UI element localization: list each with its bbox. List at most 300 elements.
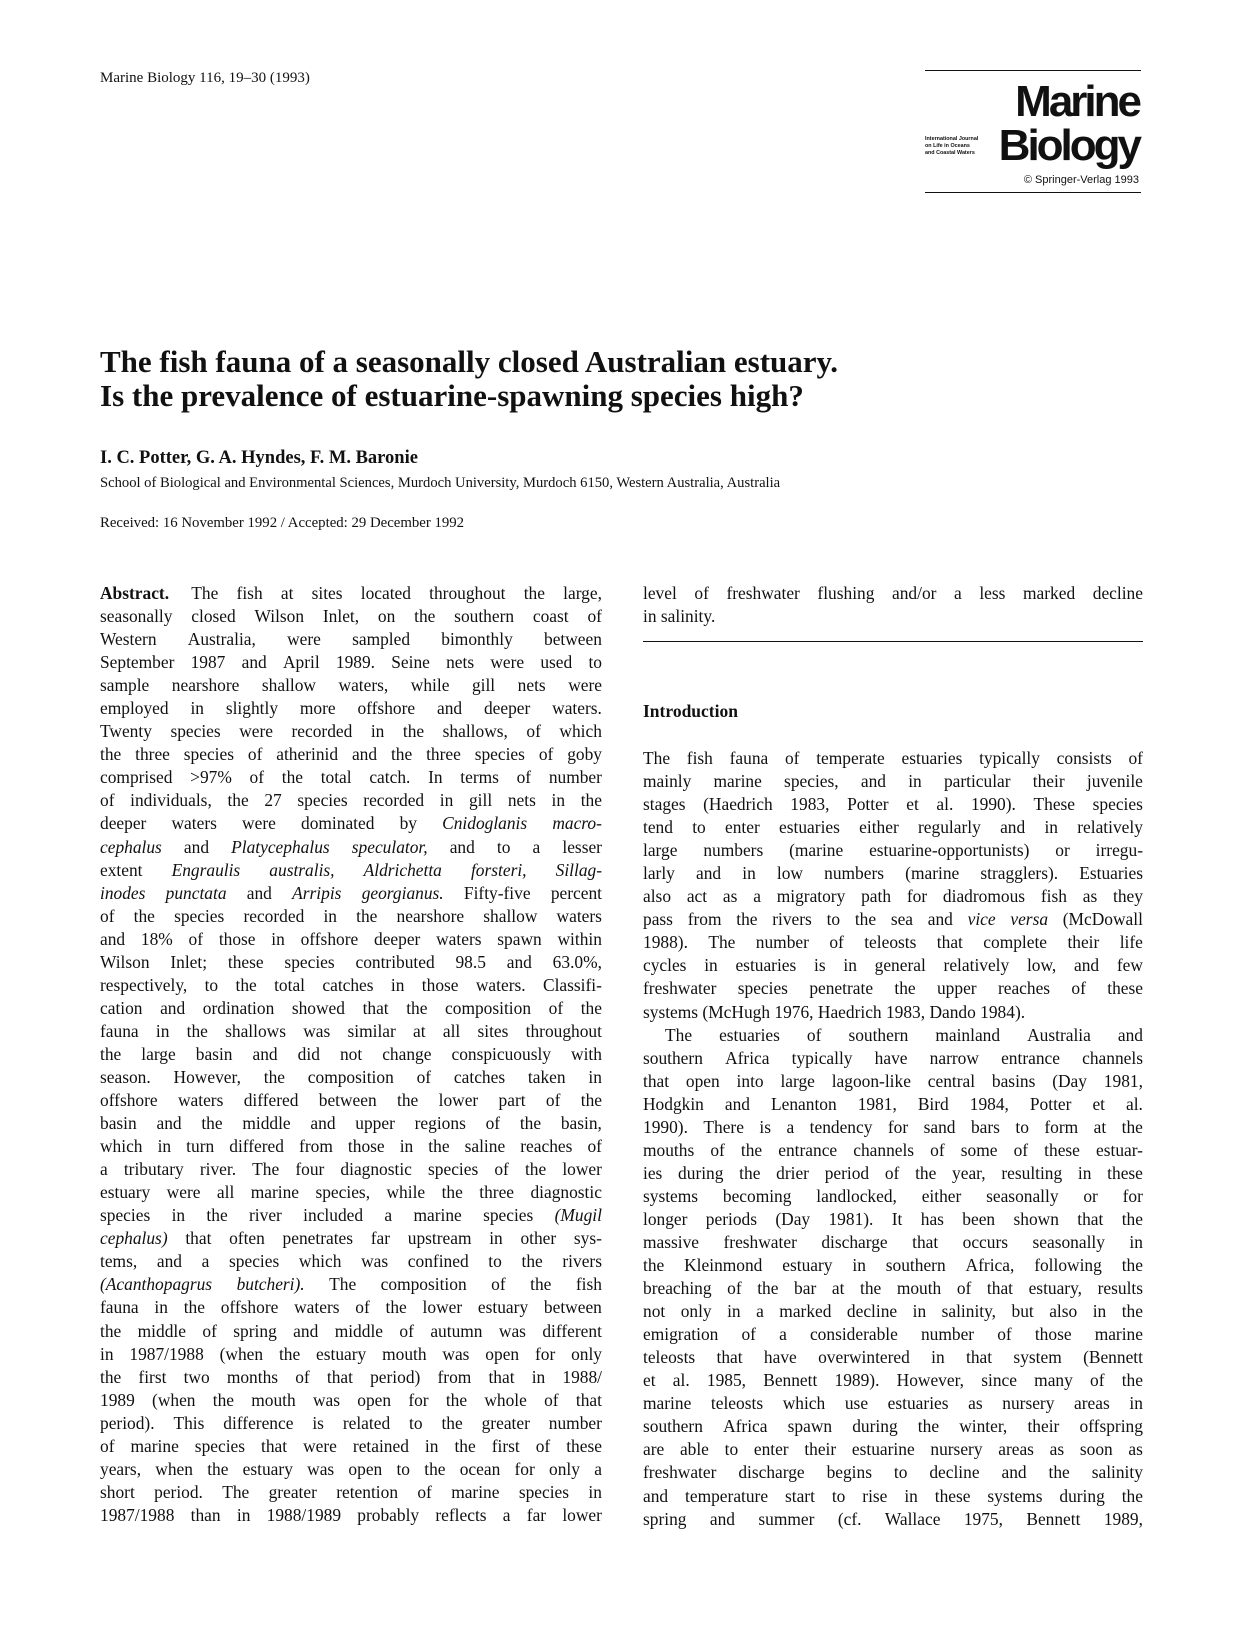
word: species	[474, 744, 525, 765]
word: probably	[357, 1504, 420, 1525]
word: species	[518, 1481, 570, 1502]
introduction-line	[643, 1185, 1143, 1208]
word: temperature	[685, 1485, 769, 1506]
word: cation	[100, 997, 143, 1018]
word: catches	[453, 1066, 506, 1087]
word: either	[921, 1185, 962, 1206]
word: 1976,	[770, 1001, 814, 1022]
word: of	[727, 1278, 742, 1299]
introduction-line	[643, 1277, 1143, 1300]
word: of	[526, 721, 541, 742]
word: the	[1121, 1255, 1143, 1276]
word: saline	[464, 1136, 506, 1157]
word: catches	[322, 974, 374, 995]
word: fish	[236, 583, 263, 603]
word: of	[355, 1297, 370, 1318]
word: total	[320, 767, 352, 788]
word: middle	[137, 1320, 186, 1341]
word: seasonally	[986, 1185, 1059, 1206]
word: emigration	[643, 1324, 719, 1345]
word: The	[187, 583, 219, 603]
word: in	[155, 1020, 170, 1041]
word: and	[449, 836, 475, 857]
introduction-line	[643, 1093, 1143, 1116]
word: that	[185, 1228, 212, 1249]
word: penetrates	[282, 1228, 354, 1249]
word: life	[1119, 932, 1143, 953]
word: or	[1055, 840, 1070, 861]
word: sampled	[352, 629, 411, 650]
word: breaching	[643, 1278, 712, 1299]
introduction-heading: Introduction	[643, 701, 738, 721]
word: in	[1044, 817, 1058, 838]
word: is	[312, 1412, 324, 1433]
word: was	[498, 1320, 526, 1341]
word: a	[100, 1159, 108, 1180]
word: and	[351, 744, 378, 765]
word: diagnostic	[340, 1159, 412, 1180]
word: of	[485, 1113, 501, 1134]
word: upstream	[407, 1228, 472, 1249]
word: only	[549, 1458, 580, 1479]
word: in	[551, 790, 566, 811]
word: 1981).	[828, 1208, 874, 1229]
word: to	[396, 1458, 410, 1479]
word: open	[485, 1343, 520, 1364]
word: butcheri).	[236, 1274, 305, 1295]
word: the	[424, 1458, 446, 1479]
word: offshore	[300, 928, 359, 949]
word: This	[173, 1412, 205, 1433]
abstract-line	[100, 1227, 602, 1250]
word: as	[1082, 886, 1098, 907]
word: tems,	[100, 1251, 138, 1272]
word: and	[1117, 1024, 1143, 1045]
word: offshore	[100, 1090, 158, 1111]
word: three	[135, 744, 170, 765]
word: of	[516, 767, 532, 788]
word: the	[428, 1136, 450, 1157]
word: 1985,	[706, 1370, 747, 1391]
word: which	[100, 1136, 143, 1157]
word: In	[428, 767, 443, 788]
word: while	[386, 1182, 426, 1203]
word: in	[390, 974, 405, 995]
introduction-line	[643, 1461, 1143, 1484]
word: species	[229, 1251, 280, 1272]
word: estuaries	[735, 955, 797, 976]
abstract-line	[100, 1250, 602, 1273]
word: rivers	[772, 909, 812, 930]
word: sand	[923, 1116, 956, 1137]
word: offshore	[220, 1297, 279, 1318]
word: particular	[943, 771, 1011, 792]
word: 27	[264, 790, 282, 811]
word: reaches	[520, 1136, 573, 1157]
word: 1987/1988	[100, 1504, 175, 1525]
word: estuary	[316, 1343, 367, 1364]
word: marked	[779, 1301, 832, 1322]
word: 1988).	[643, 932, 688, 953]
word: Inlet;	[170, 951, 208, 972]
word: number	[548, 767, 602, 788]
word: in	[931, 1347, 945, 1368]
word: all	[442, 1020, 461, 1041]
word: versa	[1010, 909, 1049, 930]
word: mouths	[643, 1139, 695, 1160]
word: begins	[826, 1462, 872, 1483]
word: the	[356, 905, 378, 926]
word: soon	[1079, 1439, 1113, 1460]
word: a	[384, 1205, 393, 1226]
word: showed	[291, 997, 345, 1018]
word: species	[100, 1205, 151, 1226]
word: to	[724, 1439, 739, 1460]
word: Sillag-	[555, 859, 602, 880]
word: southern	[643, 1416, 703, 1437]
word: Kleinmond	[684, 1255, 763, 1276]
word: Australia	[1027, 1024, 1091, 1045]
word: marine	[130, 1435, 179, 1456]
introduction-line	[643, 1508, 1143, 1531]
word: the	[454, 1435, 476, 1456]
word: number	[755, 932, 809, 953]
introduction-line	[643, 1001, 1143, 1024]
introduction-line	[643, 839, 1143, 862]
word: confined	[407, 1251, 469, 1272]
word: in	[904, 1485, 918, 1506]
word: those	[218, 928, 256, 949]
word: start	[784, 1485, 815, 1506]
introduction-line	[643, 1369, 1143, 1392]
word: other	[520, 1228, 557, 1249]
word: by	[399, 813, 417, 834]
word: large	[780, 1070, 815, 1091]
word: the	[186, 1020, 208, 1041]
word: estuarine	[851, 1439, 915, 1460]
word: related	[342, 1412, 391, 1433]
word: Platycephalus	[231, 836, 330, 857]
word: the	[183, 1297, 205, 1318]
word: at	[831, 1278, 845, 1299]
word: as	[968, 1393, 983, 1414]
word: cephalus)	[100, 1228, 168, 1249]
word: lesser	[562, 836, 602, 857]
word: in	[157, 1136, 172, 1157]
word: species	[737, 978, 788, 999]
word: and	[696, 863, 722, 884]
word: The	[708, 932, 736, 953]
word: act	[686, 886, 708, 907]
word: in	[843, 955, 857, 976]
word: basin,	[560, 1113, 602, 1134]
word: in	[154, 1297, 168, 1318]
word: upper	[355, 1113, 395, 1134]
word: individuals,	[130, 790, 212, 811]
word: marine	[250, 1182, 300, 1203]
word: (Acanthopagrus	[100, 1274, 213, 1295]
word: mouth	[896, 1278, 942, 1299]
word: seasonally	[1032, 1231, 1105, 1252]
word: rise	[862, 1485, 888, 1506]
word: and	[1001, 1462, 1027, 1483]
abstract-line	[100, 1481, 602, 1504]
word: the	[859, 1278, 882, 1299]
word: of	[784, 748, 800, 768]
word: in	[370, 721, 385, 742]
section-divider	[643, 641, 1143, 642]
word: for	[514, 1458, 535, 1479]
word: from	[437, 1366, 472, 1387]
word: in	[171, 1205, 186, 1226]
introduction-line	[643, 1485, 1143, 1508]
word: during	[1059, 1485, 1105, 1506]
word: the	[736, 909, 758, 930]
word: longer	[643, 1208, 688, 1229]
word: The	[329, 1274, 357, 1295]
word: fauna	[729, 748, 769, 768]
word: different	[542, 1320, 602, 1341]
abstract-continuation	[643, 582, 1143, 628]
word: basins	[991, 1070, 1036, 1091]
word: of	[806, 1024, 822, 1045]
word: and	[160, 997, 186, 1018]
word: the	[1121, 1208, 1143, 1229]
word: April	[282, 652, 320, 673]
word: period	[824, 1162, 870, 1183]
word: the	[740, 1139, 763, 1160]
word: decline	[1092, 583, 1143, 603]
word: Bennett	[1026, 1508, 1081, 1529]
abstract-line	[100, 1504, 602, 1527]
word: the	[206, 1205, 228, 1226]
word: and	[643, 1485, 669, 1506]
word: to	[409, 1412, 423, 1433]
word: sys-	[573, 1228, 602, 1249]
word: al.	[672, 1370, 690, 1391]
word: Dando	[925, 1001, 976, 1022]
word: few	[1116, 955, 1143, 976]
word: mainland	[935, 1024, 1001, 1045]
word: lower	[422, 1297, 463, 1318]
abstract-column	[100, 582, 602, 1527]
word: less	[979, 583, 1006, 603]
introduction-body	[643, 747, 1143, 1531]
word: within	[557, 928, 602, 949]
word: to	[893, 1462, 908, 1483]
word: the	[894, 978, 916, 999]
word: of	[544, 1389, 559, 1410]
word: macro-	[552, 813, 602, 834]
word: river	[249, 1205, 282, 1226]
word: Australia,	[187, 629, 256, 650]
introduction-line	[643, 954, 1143, 977]
word: in	[908, 771, 922, 792]
word: et	[643, 1370, 656, 1391]
word: used	[540, 652, 573, 673]
word: and	[860, 771, 886, 792]
word: and	[156, 1251, 182, 1272]
word: (Bennett	[1083, 1347, 1143, 1368]
word: extent	[100, 859, 143, 880]
word: (marine	[789, 840, 844, 861]
word: greater	[268, 1481, 317, 1502]
word: teleosts	[643, 1347, 696, 1368]
word: into	[736, 1070, 764, 1091]
word: middle	[242, 1113, 291, 1134]
word: systems	[987, 1485, 1043, 1506]
word: and	[246, 882, 272, 903]
word: season.	[100, 1066, 151, 1087]
word: seasonally	[100, 606, 173, 627]
word: salinity,	[941, 1301, 997, 1322]
word: taken	[527, 1066, 566, 1087]
word: There	[703, 1116, 744, 1137]
word: of	[587, 1136, 602, 1157]
journal-logo	[925, 70, 1141, 198]
word: between	[543, 1297, 602, 1318]
word: in	[704, 955, 718, 976]
word: areas	[998, 1439, 1034, 1460]
word: Arripis	[292, 882, 342, 903]
word: of	[100, 790, 115, 811]
word: either	[859, 817, 899, 838]
word: speculator,	[351, 836, 428, 857]
word: spring	[643, 1508, 687, 1529]
word: upper	[936, 978, 977, 999]
word: and	[183, 836, 210, 857]
word: estuary	[477, 1297, 529, 1318]
word: to	[204, 974, 219, 995]
word: did	[297, 1043, 320, 1064]
word: that	[912, 1231, 939, 1252]
word: that	[966, 1347, 993, 1368]
word: decline	[929, 1462, 980, 1483]
word: deeper	[100, 813, 147, 834]
word: southern	[643, 1047, 703, 1068]
word: first	[491, 1435, 520, 1456]
word: 1989).	[834, 1370, 880, 1391]
word: waters	[171, 813, 217, 834]
word: which	[782, 1393, 826, 1414]
abstract-line	[100, 1389, 602, 1412]
word: the	[580, 997, 602, 1018]
authors: I. C. Potter, G. A. Hyndes, F. M. Baronie	[100, 448, 418, 468]
word: for	[887, 1116, 909, 1137]
word: period).	[100, 1412, 155, 1433]
abstract-line	[100, 1273, 602, 1296]
word: a	[594, 1458, 602, 1479]
word: between	[318, 1090, 377, 1111]
introduction-line	[643, 1024, 1143, 1047]
abstract-line	[100, 651, 602, 674]
word: 1987	[190, 652, 226, 673]
word: (when	[152, 1389, 196, 1410]
word: able	[679, 1439, 709, 1460]
word: autumn	[430, 1320, 483, 1341]
word: and	[709, 1508, 735, 1529]
word: the	[580, 1090, 602, 1111]
word: ordination	[202, 997, 275, 1018]
word: in	[852, 1255, 866, 1276]
introduction-line	[643, 1116, 1143, 1139]
word: while	[410, 675, 450, 696]
word: those	[421, 974, 459, 995]
word: marine	[451, 1481, 500, 1502]
word: diadromous	[942, 886, 1026, 907]
word: Potter	[847, 794, 889, 815]
word: freshwater	[726, 583, 800, 603]
word: part	[498, 1090, 526, 1111]
word: (cf.	[837, 1508, 862, 1529]
word: four	[295, 1159, 325, 1180]
word: juvenile	[1086, 771, 1143, 792]
word: sample	[100, 675, 150, 696]
logo-tagline-line: and Coastal Waters	[925, 150, 975, 156]
word: are	[643, 1439, 665, 1460]
word: Wilson	[254, 606, 305, 627]
word: in	[742, 863, 756, 884]
word: estuary	[782, 1255, 833, 1276]
word: It	[891, 1208, 903, 1229]
word: nets	[446, 652, 475, 673]
word: recorded	[363, 790, 425, 811]
word: open	[685, 1070, 720, 1091]
word: (Day	[775, 1208, 811, 1229]
word: to	[1015, 1116, 1029, 1137]
word: the	[133, 905, 155, 926]
word: >97%	[190, 767, 232, 788]
abstract-line	[100, 674, 602, 697]
word: often	[229, 1228, 265, 1249]
introduction-line	[643, 1323, 1143, 1346]
introduction-line	[643, 908, 1143, 931]
word: the	[227, 790, 249, 811]
word: the	[441, 1412, 463, 1433]
word: retention	[336, 1481, 399, 1502]
abstract-line	[100, 1343, 602, 1366]
introduction-line	[643, 1139, 1143, 1162]
word: were	[303, 1435, 337, 1456]
word: the	[100, 1043, 122, 1064]
word: closed	[191, 606, 236, 627]
word: 1988/1989	[266, 1504, 342, 1525]
word: those	[347, 1136, 385, 1157]
abstract-line	[100, 1181, 602, 1204]
word: channels	[853, 1139, 915, 1160]
word: that	[575, 1389, 602, 1410]
word: (marine	[905, 863, 960, 884]
word: 18%	[140, 928, 173, 949]
word: catch.	[369, 767, 411, 788]
word: and	[310, 1113, 336, 1134]
abstract-line	[100, 1458, 602, 1481]
word: fish	[1040, 886, 1067, 907]
word: were	[568, 675, 602, 696]
word: of	[494, 1159, 509, 1180]
word: the	[445, 1389, 468, 1410]
word: 1987/1988	[129, 1343, 204, 1364]
word: nearshore	[396, 905, 465, 926]
word: periods	[705, 1208, 757, 1229]
word: mainly	[643, 771, 692, 792]
introduction-line	[643, 1162, 1143, 1185]
word: these	[1044, 1139, 1080, 1160]
word: Engraulis	[171, 859, 241, 880]
word: that	[326, 1366, 353, 1387]
word: the	[1121, 1370, 1143, 1391]
word: the	[235, 974, 257, 995]
